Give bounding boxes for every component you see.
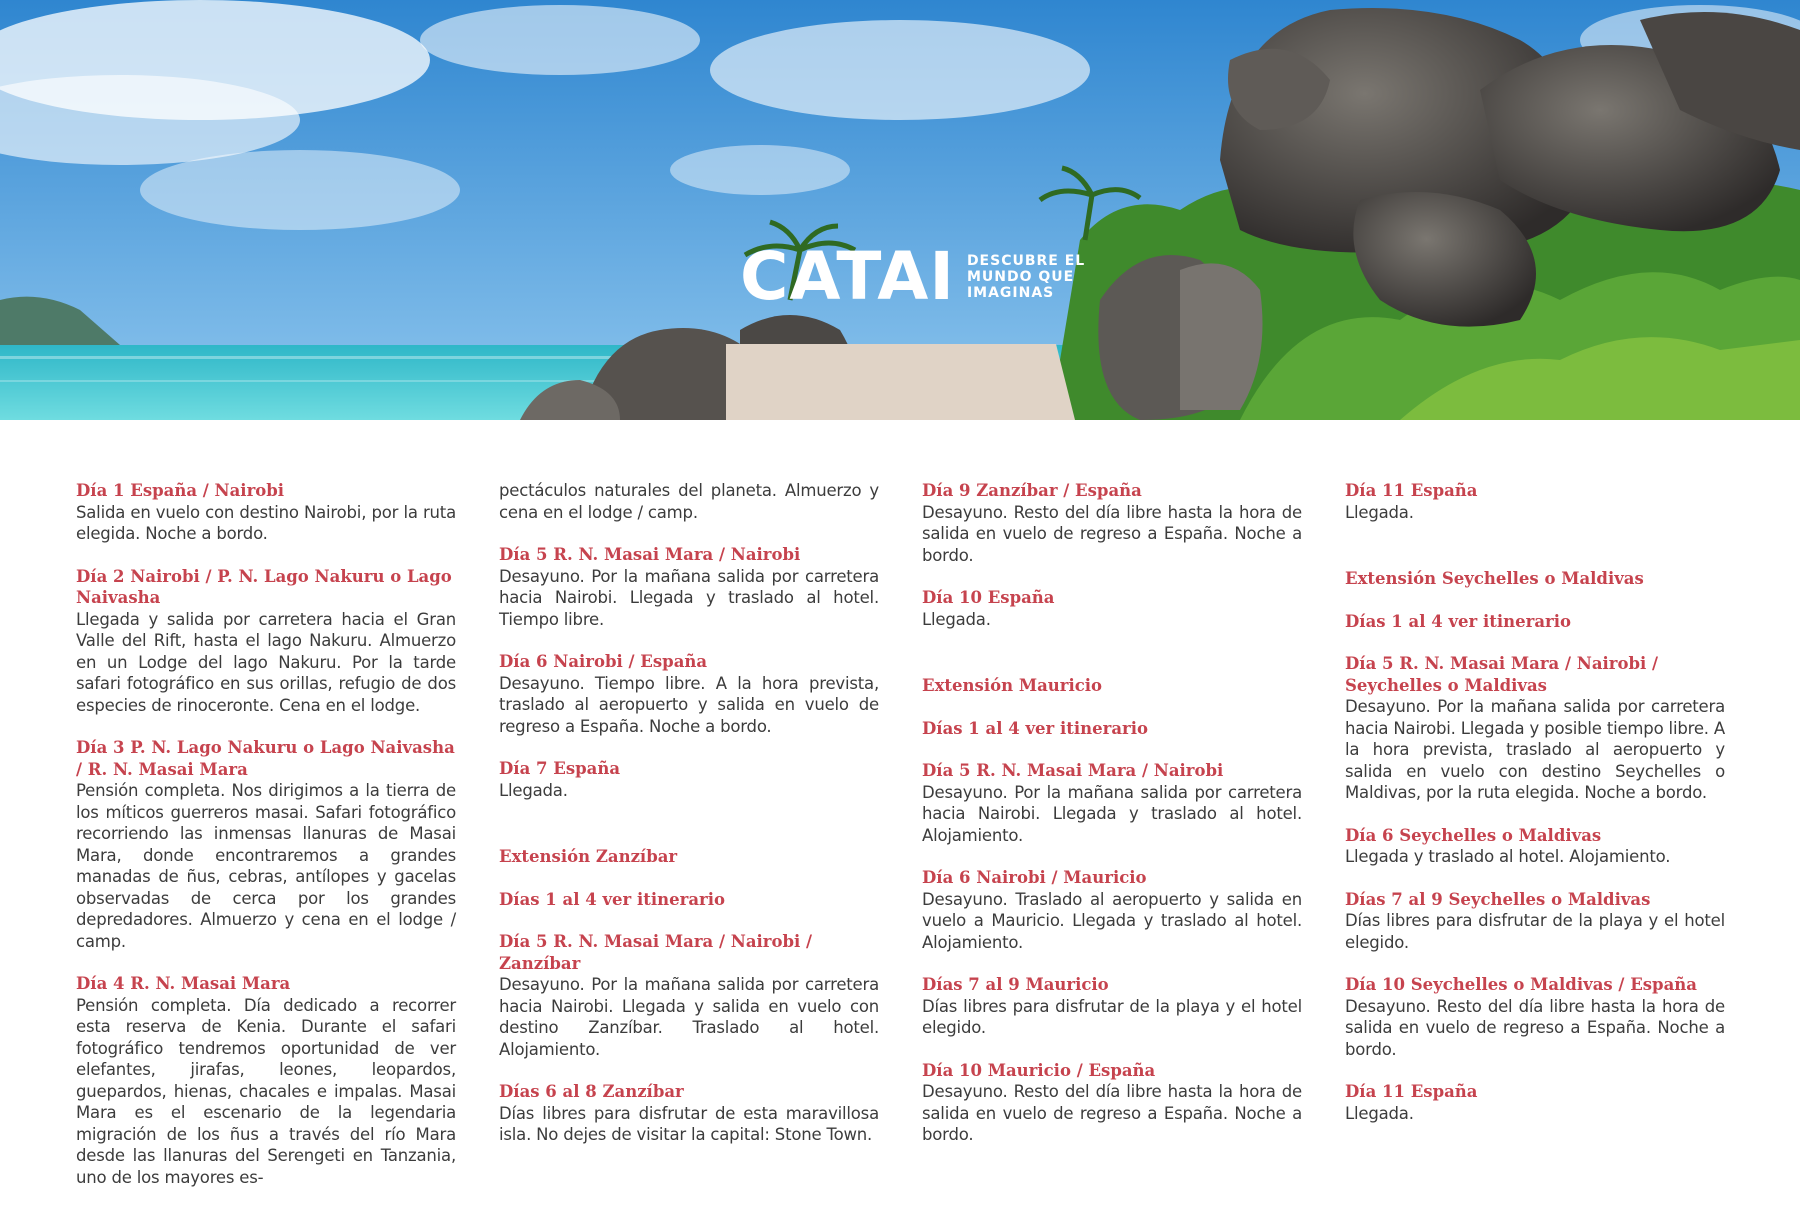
itinerary-entry [922, 718, 1302, 740]
entry-heading: Días 1 al 4 ver itinerario [1345, 611, 1571, 631]
entry-text: Pensión completa. Nos dirigimos a la tierra de los míticos guerreros masai. Safari fotográfico recorriendo las inmensas llanuras de Masai Mara, donde encontraremos a grandes manadas de ñus, cebras, antílopes y gacelas observadas de cerca por los grandes depredadores. Almuerzo y cena en el lodge / camp. [76, 781, 456, 951]
entry-text: Días libres para disfrutar de esta maravillosa isla. No dejes de visitar la capital: Stone Town. [499, 1103, 879, 1144]
entry-heading: Día 3 P. N. Lago Nakuru o Lago Naivasha / R. N. Masai Mara [76, 738, 455, 779]
itinerary-entry [499, 889, 879, 911]
itinerary-content [76, 480, 1726, 1187]
entry-heading: Día 11 España [1345, 1082, 1478, 1101]
itinerary-entry [499, 1081, 879, 1146]
entry-text: Desayuno. Resto del día libre hasta la hora de salida en vuelo de regreso a España. Noche a bordo. [922, 1082, 1302, 1144]
entry-heading: Día 2 Nairobi / P. N. Lago Nakuru o Lago Naivasha [76, 566, 452, 607]
logo-wordmark: CATAI [740, 238, 955, 315]
itinerary-column-4 [1345, 480, 1725, 1145]
itinerary-entry [1345, 825, 1725, 868]
itinerary-entry [922, 760, 1302, 846]
itinerary-entry [76, 566, 456, 717]
entry-heading: Día 5 R. N. Masai Mara / Nairobi [922, 761, 1224, 780]
tagline-line-2: MUNDO QUE [966, 269, 1075, 285]
entry-heading: Día 4 R. N. Masai Mara [76, 974, 291, 993]
entry-text: Días libres para disfrutar de la playa y el hotel elegido. [1345, 911, 1725, 952]
entry-text: Llegada y traslado al hotel. Alojamiento. [1345, 847, 1671, 866]
itinerary-entry [922, 675, 1302, 697]
entry-heading: Día 5 R. N. Masai Mara / Nairobi / Seychelles o Maldivas [1345, 654, 1659, 695]
itinerary-entry [499, 931, 879, 1060]
entry-heading: Días 1 al 4 ver itinerario [922, 718, 1148, 738]
entry-heading: Día 10 Seychelles o Maldivas / España [1345, 975, 1697, 994]
entry-text: Llegada. [499, 780, 568, 800]
entry-heading: Días 6 al 8 Zanzíbar [499, 1082, 684, 1101]
entry-heading: Día 9 Zanzíbar / España [922, 481, 1142, 500]
catai-logo [740, 238, 1086, 315]
entry-text: Llegada. [1345, 1103, 1414, 1123]
entry-text: Pensión completa. Día dedicado a recorrer esta reserva de Kenia. Durante el safari fotográfico tendremos oportunidad de ver elefantes, jirafas, leones, leopardos, guepardos, hienas, chacales e impalas. Masai Mara es el escenario de la legendaria migración de los ñus a través del río Mara desde las llanuras del Serengeti en Tanzania, uno de los mayores es- [76, 995, 456, 1187]
entry-text: Salida en vuelo con destino Nairobi, por la ruta elegida. Noche a bordo. [76, 502, 456, 543]
entry-text: Desayuno. Traslado al aeropuerto y salida en vuelo a Mauricio. Llegada y traslado al hotel. Alojamiento. [922, 889, 1302, 952]
entry-heading: Extensión Seychelles o Maldivas [1345, 569, 1644, 588]
tagline-line-3: IMAGINAS [966, 285, 1055, 301]
entry-text: Desayuno. Por la mañana salida por carretera hacia Nairobi. Llegada y traslado al hotel. Tiempo libre. [499, 566, 879, 629]
hero-banner [0, 0, 1800, 420]
itinerary-entry [1345, 1081, 1725, 1124]
itinerary-entry [1345, 568, 1725, 590]
entry-text: Llegada y salida por carretera hacia el Gran Valle del Rift, hasta el lago Nakuru. Almuerzo en un Lodge del lago Nakuru. Por la tarde safari fotográfico en sus orillas, refugio de dos especies de rinoceronte. Cena en el lodge. [76, 609, 456, 715]
entry-heading: Día 11 España [1345, 481, 1478, 500]
entry-text: Desayuno. Por la mañana salida por carretera hacia Nairobi. Llegada y salida en vuelo con destino Zanzíbar. Traslado al hotel. Alojamiento. [499, 975, 879, 1059]
itinerary-entry [922, 867, 1302, 953]
itinerary-column-3 [922, 480, 1302, 1167]
entry-heading: Días 7 al 9 Seychelles o Maldivas [1345, 889, 1651, 909]
entry-text: Días libres para disfrutar de la playa y el hotel elegido. [922, 996, 1302, 1037]
itinerary-entry [1345, 889, 1725, 954]
itinerary-entry [499, 651, 879, 737]
itinerary-entry [922, 480, 1302, 566]
itinerary-column-2 [499, 480, 879, 1167]
entry-heading: Día 7 España [499, 759, 621, 778]
entry-text: Desayuno. Por la mañana salida por carretera hacia Nairobi. Llegada y posible tiempo libre. A la hora prevista, traslado al aeropuerto y salida en vuelo con destino Seychelles o Maldivas, por la ruta elegida. Noche a bordo. [1345, 697, 1725, 802]
entry-heading: Días 1 al 4 ver itinerario [499, 889, 725, 909]
entry-text: Desayuno. Tiempo libre. A la hora prevista, traslado al aeropuerto y salida en vuelo de regreso a España. Noche a bordo. [499, 673, 879, 736]
itinerary-entry [922, 974, 1302, 1039]
itinerary-entry [1345, 974, 1725, 1060]
itinerary-entry [76, 973, 456, 1188]
entry-text: Desayuno. Por la mañana salida por carretera hacia Nairobi. Llegada y traslado al hotel. Alojamiento. [922, 782, 1302, 845]
itinerary-entry [1345, 653, 1725, 804]
entry-heading: Días 7 al 9 Mauricio [922, 975, 1109, 994]
entry-heading: Día 6 Seychelles o Maldivas [1345, 825, 1602, 845]
entry-text: Llegada. [922, 609, 991, 629]
itinerary-column-1 [76, 480, 456, 1209]
entry-heading: Día 10 España [922, 588, 1055, 607]
entry-heading: Día 5 R. N. Masai Mara / Nairobi [499, 545, 801, 564]
entry-text: Desayuno. Resto del día libre hasta la hora de salida en vuelo de regreso a España. Noche a bordo. [1345, 996, 1725, 1059]
itinerary-entry [1345, 611, 1725, 633]
entry-heading: Día 10 Mauricio / España [922, 1060, 1156, 1080]
entry-heading: Extensión Zanzíbar [499, 847, 678, 866]
itinerary-entry [922, 587, 1302, 630]
entry-heading: Día 5 R. N. Masai Mara / Nairobi / Zanzíbar [499, 932, 813, 973]
logo-tagline [967, 253, 1085, 301]
entry-heading: Día 6 Nairobi / Mauricio [922, 868, 1147, 887]
entry-text: Llegada. [1345, 502, 1414, 522]
hero-tab-shape [726, 344, 1075, 420]
entry-heading: Día 6 Nairobi / España [499, 652, 708, 671]
itinerary-entry [499, 846, 879, 868]
entry-heading: Día 1 España / Nairobi [76, 481, 285, 500]
entry-text: Desayuno. Resto del día libre hasta la hora de salida en vuelo de regreso a España. Noche a bordo. [922, 502, 1302, 565]
beach-rocks-photo [0, 0, 1800, 420]
entry-text: pectáculos naturales del planeta. Almuerzo y cena en el lodge / camp. [499, 481, 879, 522]
itinerary-entry [922, 1060, 1302, 1146]
itinerary-entry [499, 544, 879, 630]
itinerary-entry [499, 480, 879, 523]
itinerary-entry [76, 737, 456, 952]
tagline-line-1: DESCUBRE EL [966, 253, 1086, 269]
itinerary-entry [499, 758, 879, 801]
entry-heading: Extensión Mauricio [922, 676, 1103, 695]
itinerary-entry [1345, 480, 1725, 523]
itinerary-entry [76, 480, 456, 545]
